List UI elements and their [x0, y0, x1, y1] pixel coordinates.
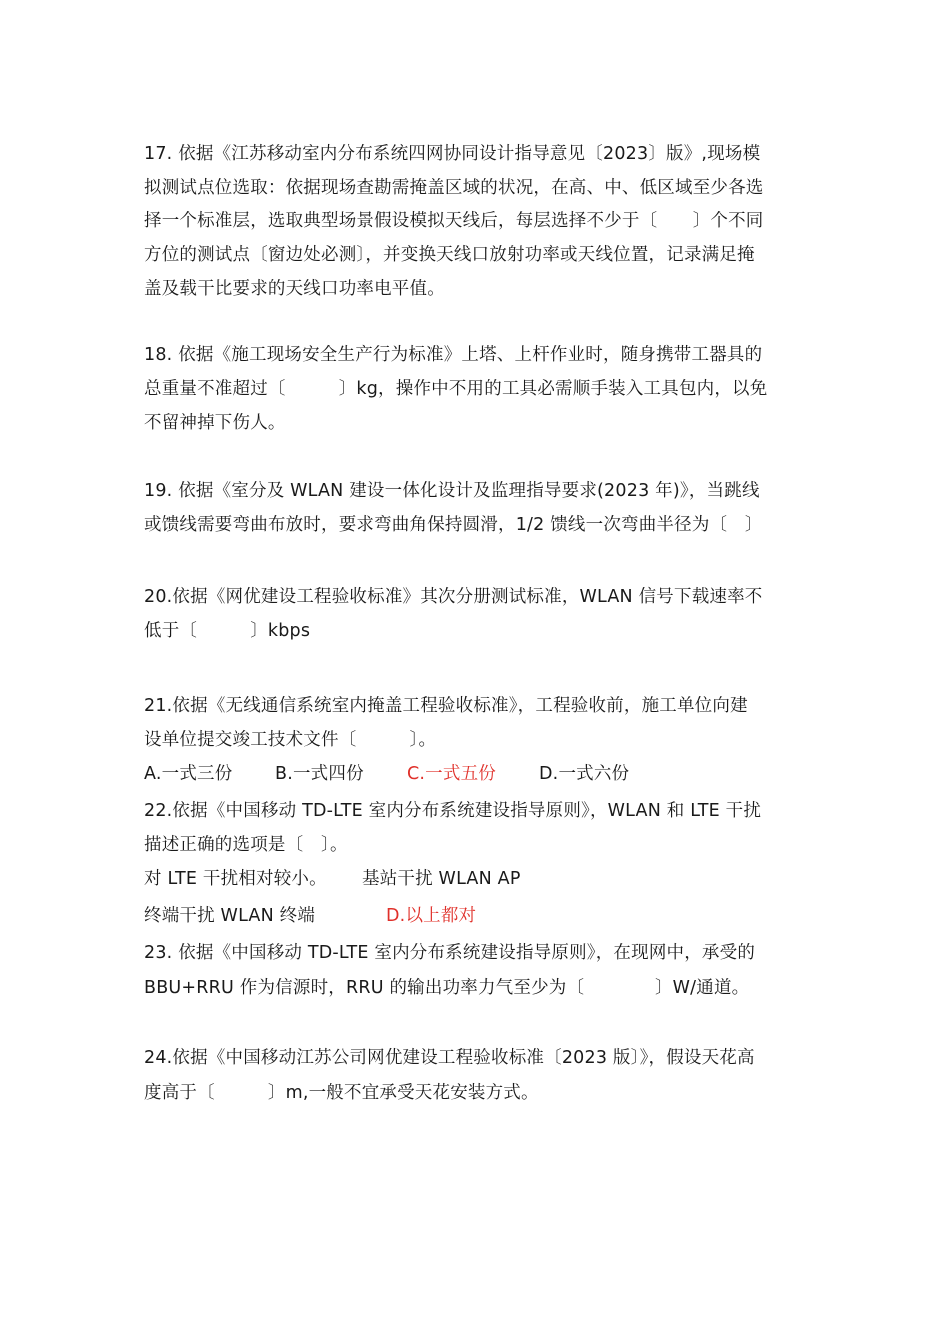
q21-option-b: B.一式四份	[275, 764, 364, 784]
q19-line-1: 19. 依据《室分及 WLAN 建设一体化设计及监理指导要求(2023 年)》，当跳线	[144, 481, 760, 501]
q17-line-1: 17. 依据《江苏移动室内分布系统四网协同设计指导意见〔2023〕版》,现场模	[144, 144, 761, 164]
q22-options-row-1	[144, 868, 564, 890]
q23-line-2: BBU+RRU 作为信源时，RRU 的输出功率力气至少为〔 〕W/通道。	[144, 978, 750, 998]
q17-line-5: 盖及载干比要求的天线口功率电平值。	[144, 279, 445, 299]
q24-line-1: 24.依据《中国移动江苏公司网优建设工程验收标准〔2023 版〕》，假设天花高	[144, 1048, 755, 1068]
q20-line-2: 低于〔 〕kbps	[144, 621, 311, 641]
q22-line-1: 22.依据《中国移动 TD-LTE 室内分布系统建设指导原则》，WLAN 和 LTE 干扰	[144, 801, 762, 821]
q22-options-row-2	[144, 905, 564, 927]
q18-line-3: 不留神掉下伤人。	[144, 413, 286, 433]
q22-option-c: 终端干扰 WLAN 终端	[144, 906, 316, 926]
q21-options	[144, 763, 664, 785]
q22-option-b: 基站干扰 WLAN AP	[362, 869, 521, 889]
q21-line-2: 设单位提交竣工技术文件〔 〕。	[144, 730, 437, 750]
q22-option-d-answer: D.以上都对	[386, 906, 477, 926]
q20-line-1: 20.依据《网优建设工程验收标准》其次分册测试标准，WLAN 信号下载速率不	[144, 587, 763, 607]
q23-line-1: 23. 依据《中国移动 TD-LTE 室内分布系统建设指导原则》，在现网中，承受的	[144, 943, 756, 963]
q19-line-2: 或馈线需要弯曲布放时，要求弯曲角保持圆滑，1/2 馈线一次弯曲半径为〔 〕	[144, 515, 763, 535]
q22-option-a: 对 LTE 干扰相对较小。	[144, 869, 327, 889]
q21-option-a: A.一式三份	[144, 764, 233, 784]
q21-option-d: D.一式六份	[539, 764, 630, 784]
q22-line-2: 描述正确的选项是〔 〕。	[144, 835, 348, 855]
q18-line-1: 18. 依据《施工现场安全生产行为标准》上塔、上杆作业时，随身携带工器具的	[144, 345, 763, 365]
q17-line-3: 择一个标准层，选取典型场景假设模拟天线后，每层选择不少于〔 〕个不同	[144, 211, 764, 231]
q17-line-2: 拟测试点位选取：依据现场查勘需掩盖区域的状况，在高、中、低区域至少各选	[144, 178, 764, 198]
q17-line-4: 方位的测试点〔窗边处必测〕，并变换天线口放射功率或天线位置，记录满足掩	[144, 245, 755, 265]
q21-line-1: 21.依据《无线通信系统室内掩盖工程验收标准》，工程验收前，施工单位向建	[144, 696, 748, 716]
q24-line-2: 度高于〔 〕m,一般不宜承受天花安装方式。	[144, 1083, 539, 1103]
q18-line-2: 总重量不准超过〔 〕kg，操作中不用的工具必需顺手装入工具包内，以免	[144, 379, 768, 399]
q21-option-c-answer: C.一式五份	[407, 764, 496, 784]
